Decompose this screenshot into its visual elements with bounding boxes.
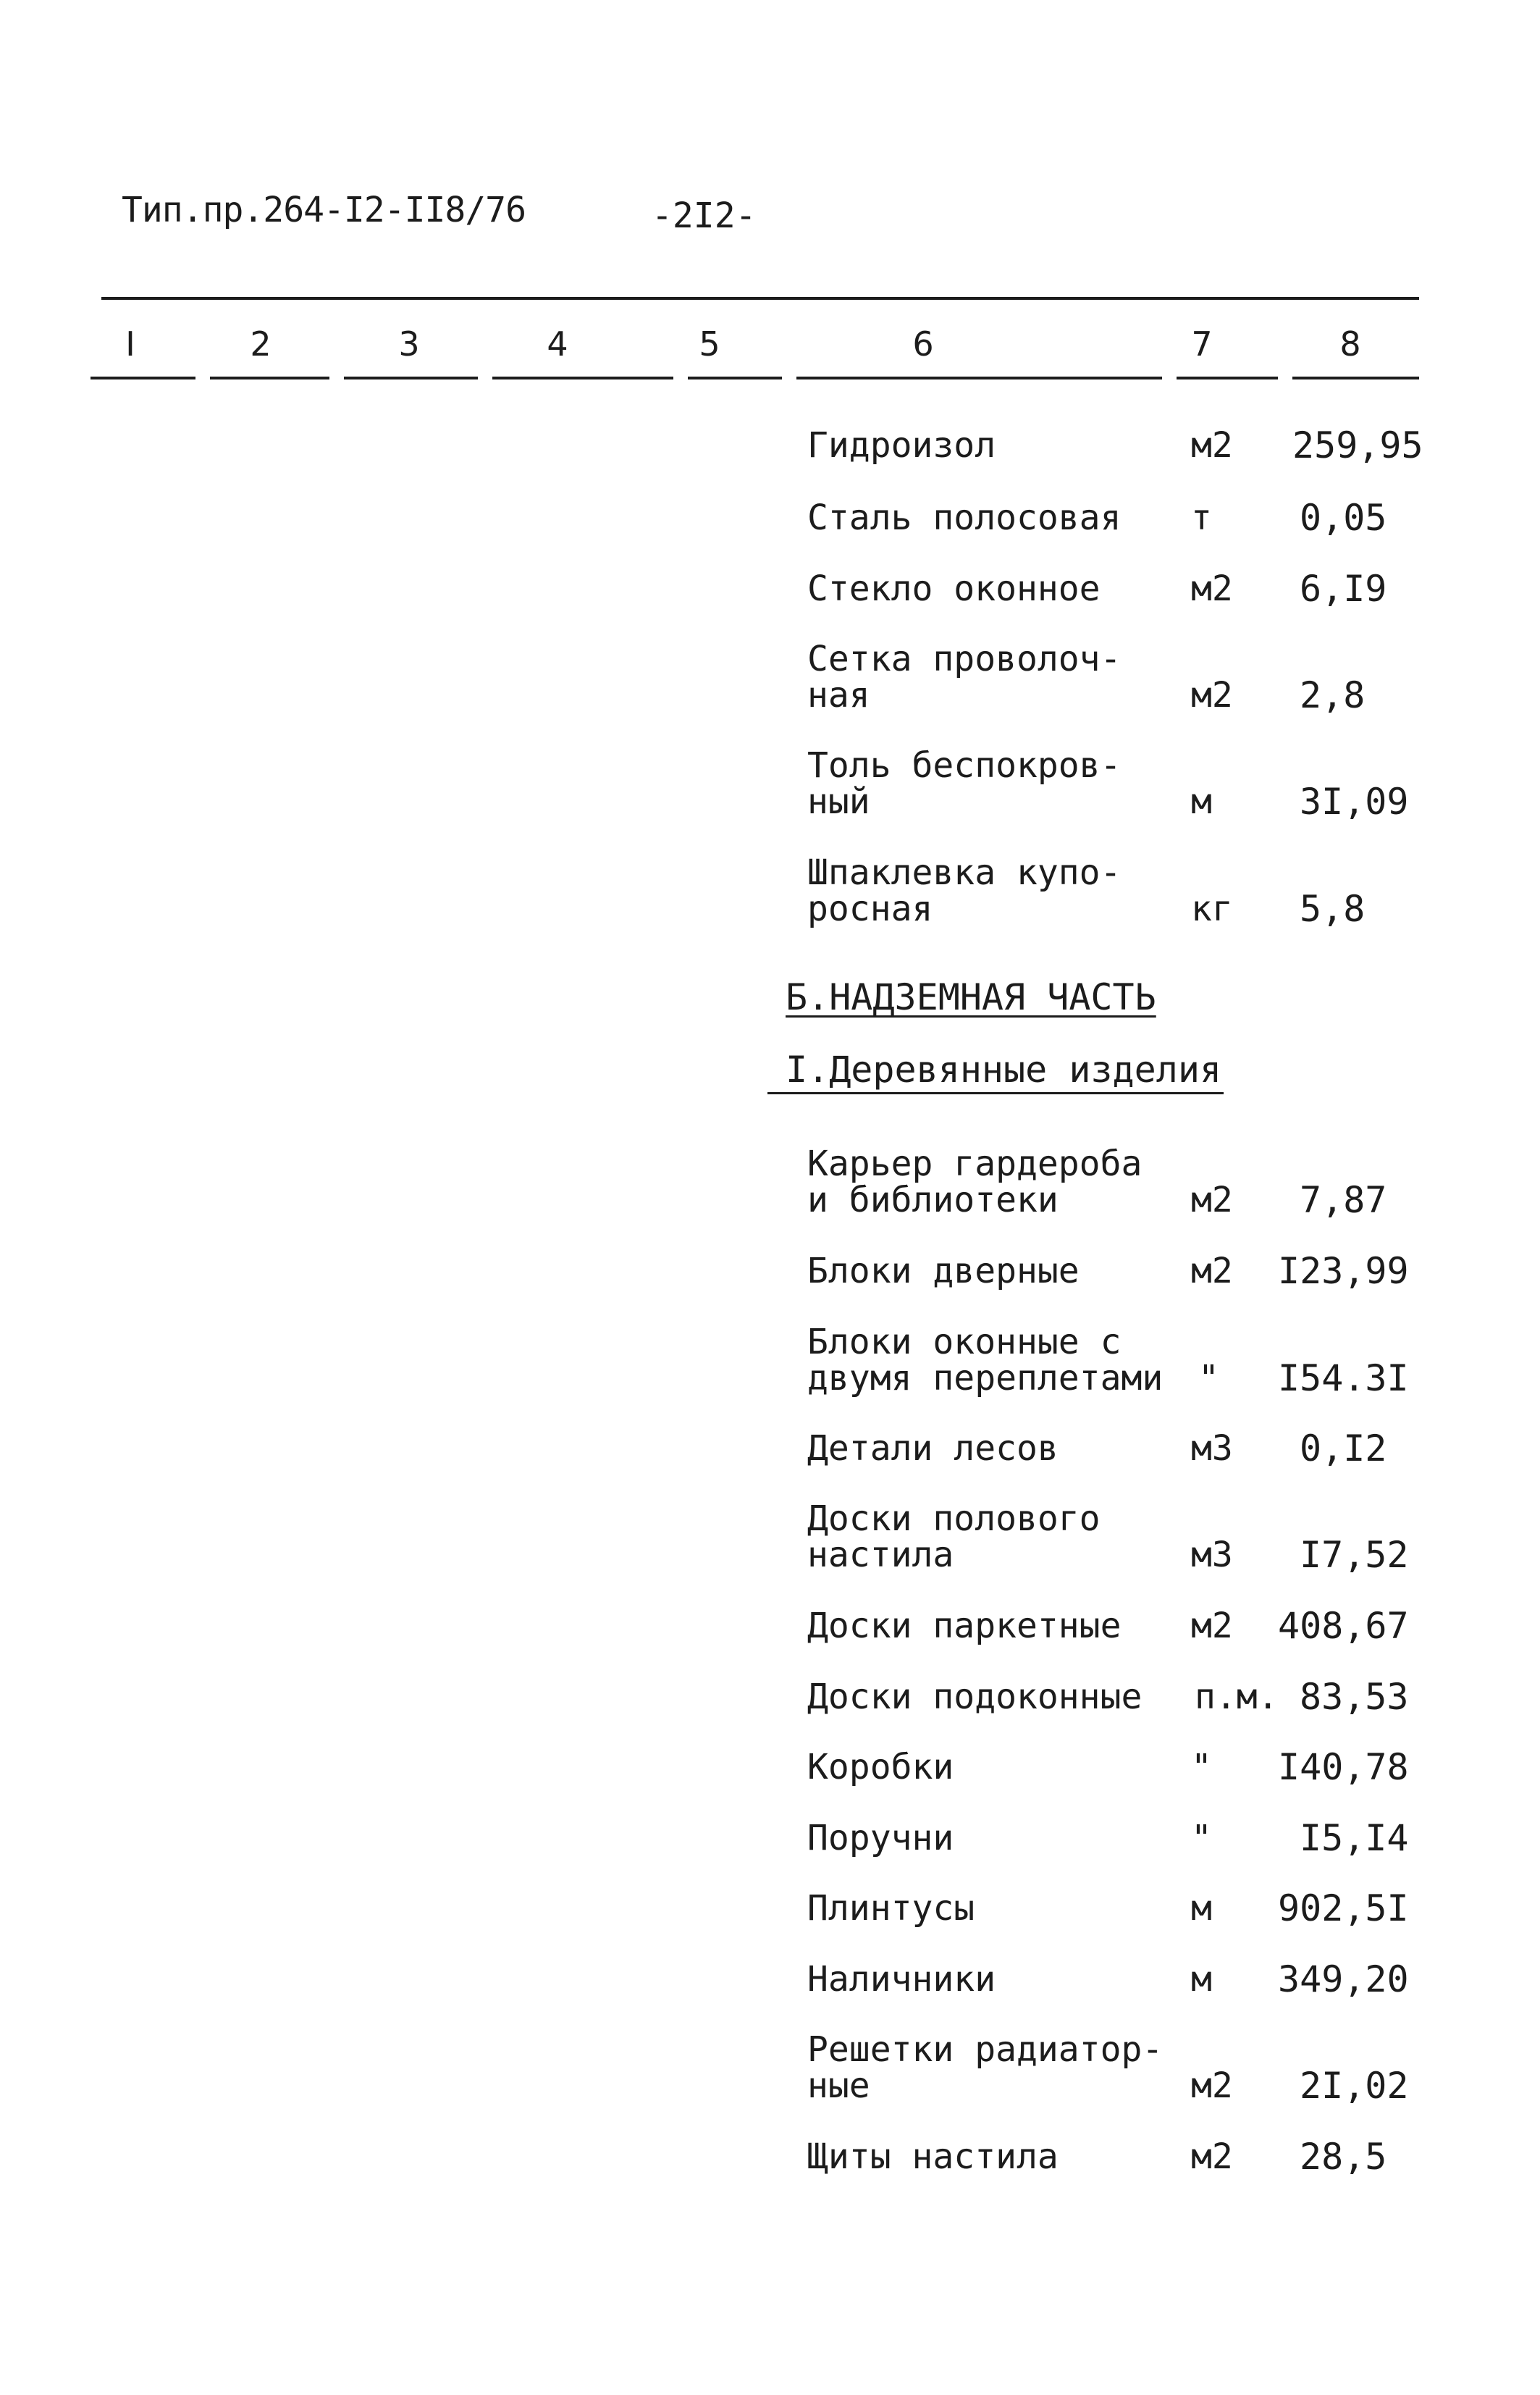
material-name: Наличники	[807, 1959, 996, 2000]
material-name: Стекло оконное	[807, 569, 1101, 609]
header-rule-3	[344, 377, 478, 379]
column-number-8: 8	[1339, 324, 1361, 364]
quantity: I23,99	[1278, 1250, 1409, 1292]
unit-of-measure: м3	[1191, 1428, 1233, 1469]
unit-of-measure: м2	[1191, 569, 1233, 609]
table-row	[807, 733, 1444, 823]
unit-of-measure: п.м.	[1195, 1677, 1279, 1717]
table-row	[807, 1380, 1444, 1467]
table-row	[807, 520, 1444, 610]
material-name: Плинтусы	[807, 1888, 975, 1929]
material-name: Шпаклевка купо- росная	[807, 852, 1122, 929]
material-name: Доски полового настила	[807, 1498, 1101, 1575]
column-number-3: 3	[398, 324, 420, 364]
header-rule-2	[210, 377, 329, 379]
unit-of-measure: "	[1198, 1358, 1219, 1398]
unit-of-measure: "	[1191, 1818, 1212, 1858]
page-number: -2I2-	[652, 196, 757, 236]
project-code: Тип.пр.264-I2-II8/76	[122, 190, 526, 230]
quantity: I54.3I	[1278, 1357, 1409, 1399]
table-row	[807, 1202, 1444, 1292]
quantity: 902,5I	[1278, 1887, 1409, 1929]
quantity: 2I,02	[1300, 2065, 1409, 2107]
column-number-4: 4	[547, 324, 568, 364]
quantity: I5,I4	[1300, 1817, 1409, 1859]
unit-of-measure: м2	[1191, 675, 1233, 716]
quantity: I40,78	[1278, 1746, 1409, 1788]
material-name: Сталь полосовая	[807, 498, 1122, 538]
material-name: Гидроизол	[807, 425, 996, 466]
quantity: 5,8	[1300, 888, 1366, 930]
material-name: Решетки радиатор- ные	[807, 2029, 1164, 2106]
unit-of-measure: м	[1191, 781, 1212, 822]
quantity: 259,95	[1292, 424, 1423, 466]
quantity: 3I,09	[1300, 781, 1409, 823]
column-number-5: 5	[699, 324, 720, 364]
quantity: 0,05	[1300, 497, 1387, 539]
quantity: I7,52	[1300, 1534, 1409, 1576]
material-name: Доски подоконные	[807, 1677, 1143, 1717]
material-name: Детали лесов	[807, 1428, 1059, 1469]
quantity: 349,20	[1278, 1958, 1409, 2000]
unit-of-measure: м	[1191, 1888, 1212, 1929]
quantity: 2,8	[1300, 674, 1366, 716]
material-name: Карьер гардероба и библиотеки	[807, 1144, 1143, 1220]
section-title: Б.НАДЗЕМНАЯ ЧАСТЬ	[786, 976, 1156, 1018]
quantity: 6,I9	[1300, 568, 1387, 610]
material-name: Доски паркетные	[807, 1606, 1122, 1646]
quantity: 408,67	[1278, 1605, 1409, 1647]
unit-of-measure: м	[1191, 1959, 1212, 2000]
material-name: Поручни	[807, 1818, 954, 1858]
quantity: 83,53	[1300, 1676, 1409, 1718]
column-number-1: I	[125, 324, 135, 364]
column-number-6: 6	[912, 324, 934, 364]
material-name: Блоки оконные с двумя переплетами	[807, 1322, 1164, 1398]
column-number-2: 2	[250, 324, 272, 364]
unit-of-measure: м3	[1191, 1535, 1233, 1575]
quantity: 0,I2	[1300, 1427, 1387, 1469]
unit-of-measure: м2	[1191, 1606, 1233, 1646]
unit-of-measure: кг	[1191, 889, 1233, 929]
material-name: Блоки дверные	[807, 1251, 1080, 1291]
header-rule-4	[492, 377, 673, 379]
unit-of-measure: м2	[1191, 2065, 1233, 2106]
subsection-title: I.Деревянные изделия	[786, 1049, 1222, 1091]
table-row	[807, 626, 1444, 716]
material-name: Толь беспокров- ный	[807, 745, 1122, 822]
material-name: Сетка проволоч- ная	[807, 639, 1122, 716]
table-row	[807, 2088, 1444, 2178]
material-name: Коробки	[807, 1747, 954, 1787]
header-rule-5	[688, 377, 782, 379]
unit-of-measure: т	[1191, 498, 1212, 538]
column-number-7: 7	[1191, 324, 1213, 364]
unit-of-measure: м2	[1191, 2136, 1233, 2177]
unit-of-measure: м2	[1191, 425, 1233, 466]
subsection-underline	[767, 1092, 1224, 1094]
unit-of-measure: м2	[1191, 1180, 1233, 1220]
quantity: 7,87	[1300, 1179, 1387, 1221]
unit-of-measure: "	[1191, 1747, 1212, 1787]
quantity: 28,5	[1300, 2136, 1387, 2178]
unit-of-measure: м2	[1191, 1251, 1233, 1291]
table-top-rule	[101, 297, 1419, 300]
table-row	[807, 1910, 1444, 2000]
table-row	[807, 840, 1444, 930]
material-name: Щиты настила	[807, 2136, 1059, 2177]
header-rule-1	[91, 377, 195, 379]
